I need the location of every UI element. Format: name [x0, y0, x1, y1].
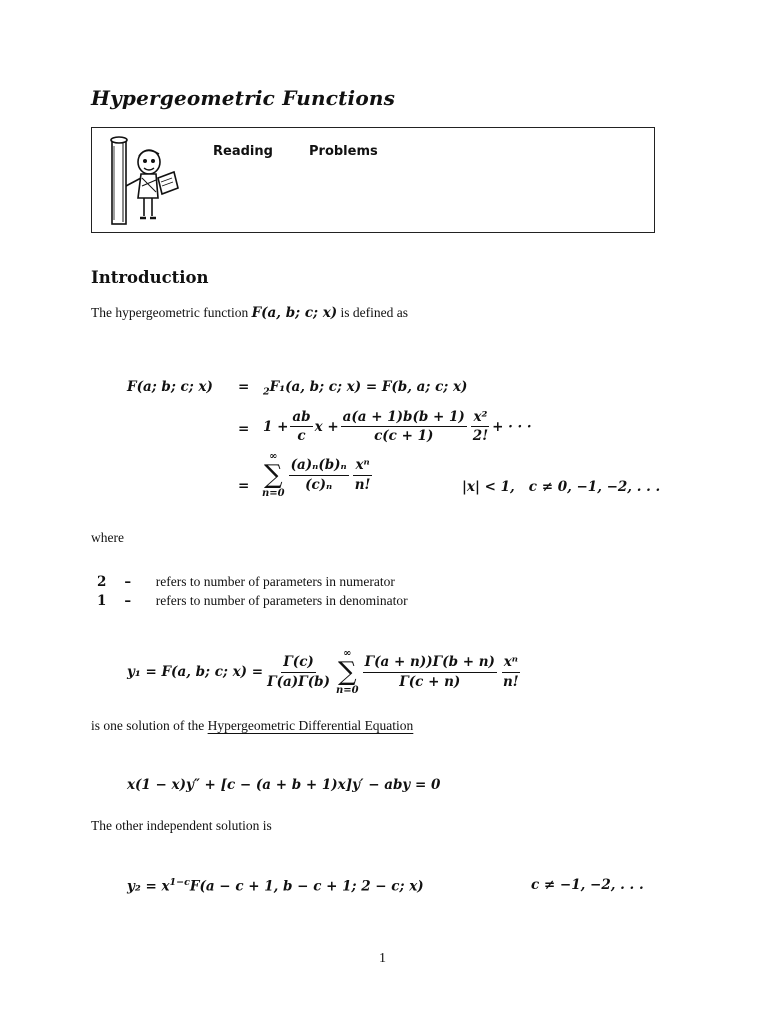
eq1-lhs: F(a; b; c; x)	[127, 379, 213, 395]
y1-sum-op: ∑	[337, 657, 357, 687]
y1-frac2-den: Γ(c + n)	[399, 673, 461, 690]
hypergeometric-ode: x(1 − x)y″ + [c − (a + b + 1)x]y′ − aby = 0	[127, 777, 441, 793]
eq2-rhs	[263, 409, 532, 444]
eq2-equals: =	[238, 421, 250, 437]
eq2-tail: + · · ·	[492, 418, 532, 435]
note1-text: refers to number of parameters in numerator	[155, 574, 395, 589]
page-number: 1	[379, 951, 386, 966]
section-heading-introduction: Introduction	[91, 268, 209, 287]
solution-text-before: is one solution of the	[91, 718, 205, 733]
eq2-frac1-den: c	[297, 428, 306, 445]
eq3-frac-pochhammer	[289, 457, 349, 492]
y1-sum-top: ∞	[343, 648, 352, 659]
eq2-lead: 1 +	[263, 418, 289, 435]
eq3-rhs	[260, 451, 374, 499]
y1-frac2-num: Γ(a + n))Γ(b + n)	[363, 654, 497, 672]
where-label: where	[91, 530, 124, 545]
definition-text-after: is defined as	[340, 305, 409, 320]
eq3-condition: |x| < 1, c ≠ 0, −1, −2, . . .	[462, 479, 661, 495]
y1-summation	[336, 648, 359, 696]
page-title: Hypergeometric Functions	[91, 86, 396, 110]
eq2-frac-ab-c	[290, 409, 312, 444]
note1-dash: –	[124, 574, 132, 590]
eq3-summation	[262, 451, 285, 499]
eq3-sum-op: ∑	[264, 460, 283, 490]
y1-frac-gamma-ratio	[265, 654, 332, 689]
y1-equation	[127, 648, 523, 696]
eq3-frac-xn	[353, 457, 373, 492]
reading-problems-banner	[91, 127, 655, 233]
y1-frac-xn	[501, 654, 521, 689]
eq1-rhs	[263, 379, 467, 398]
eq2-frac1-num: ab	[290, 409, 312, 427]
other-solution-sentence: The other independent solution is	[91, 818, 272, 833]
y1-frac1-den: Γ(a)Γ(b)	[267, 673, 330, 690]
eq2-frac2-num: a(a + 1)b(b + 1)	[341, 409, 467, 427]
note2-number: 1	[97, 593, 107, 609]
y1-frac3-den: n!	[502, 673, 519, 690]
y2-lhs: y₂ = x	[127, 878, 170, 895]
y2-equation	[127, 877, 424, 895]
eq2-frac2-den: c(c + 1)	[374, 428, 434, 445]
eq1-equals: =	[238, 379, 250, 395]
definition-math: F(a, b; c; x)	[251, 305, 338, 321]
note2-dash: –	[124, 593, 132, 609]
problems-link[interactable]: Problems	[309, 144, 378, 159]
reading-link[interactable]: Reading	[213, 144, 273, 159]
eq2-frac3-den: 2!	[472, 428, 489, 445]
hypergeometric-ode-link[interactable]: Hypergeometric Differential Equation	[207, 718, 414, 733]
y2-exponent: 1−c	[169, 877, 190, 888]
eq2-frac-x2	[471, 409, 490, 444]
eq3-frac2-num: xⁿ	[353, 457, 371, 475]
note-denominator	[97, 593, 497, 609]
y2-condition: c ≠ −1, −2, . . .	[531, 877, 644, 893]
eq3-frac2-den: n!	[354, 476, 371, 493]
y2-rhs: F(a − c + 1, b − c + 1; 2 − c; x)	[189, 878, 424, 895]
solution-sentence	[91, 718, 413, 734]
note-numerator	[97, 574, 497, 590]
y1-frac-gamma-terms	[363, 654, 497, 689]
reading-student-icon	[106, 134, 186, 232]
note2-text: refers to number of parameters in denominator	[155, 593, 408, 608]
y1-frac3-num: xⁿ	[502, 654, 520, 672]
eq3-sum-top: ∞	[269, 451, 278, 462]
eq3-frac1-den: (c)ₙ	[305, 476, 333, 493]
y1-frac1-num: Γ(c)	[281, 654, 316, 672]
eq3-sum-bottom: n=0	[262, 488, 285, 499]
definition-sentence	[91, 305, 408, 321]
eq2-x: x +	[314, 418, 339, 435]
eq3-frac1-num: (a)ₙ(b)ₙ	[289, 457, 349, 475]
eq1-presub: 2	[263, 386, 270, 398]
eq3-equals: =	[238, 478, 250, 494]
definition-text-before: The hypergeometric function	[91, 305, 249, 320]
y1-lhs: y₁ = F(a, b; c; x) =	[127, 664, 264, 680]
eq2-frac3-num: x²	[471, 409, 489, 427]
y1-sum-bottom: n=0	[335, 685, 359, 696]
eq1-rhs-text: F₁(a, b; c; x) = F(b, a; c; x)	[269, 379, 468, 395]
note1-number: 2	[97, 574, 107, 590]
eq2-frac-second-term	[341, 409, 467, 444]
